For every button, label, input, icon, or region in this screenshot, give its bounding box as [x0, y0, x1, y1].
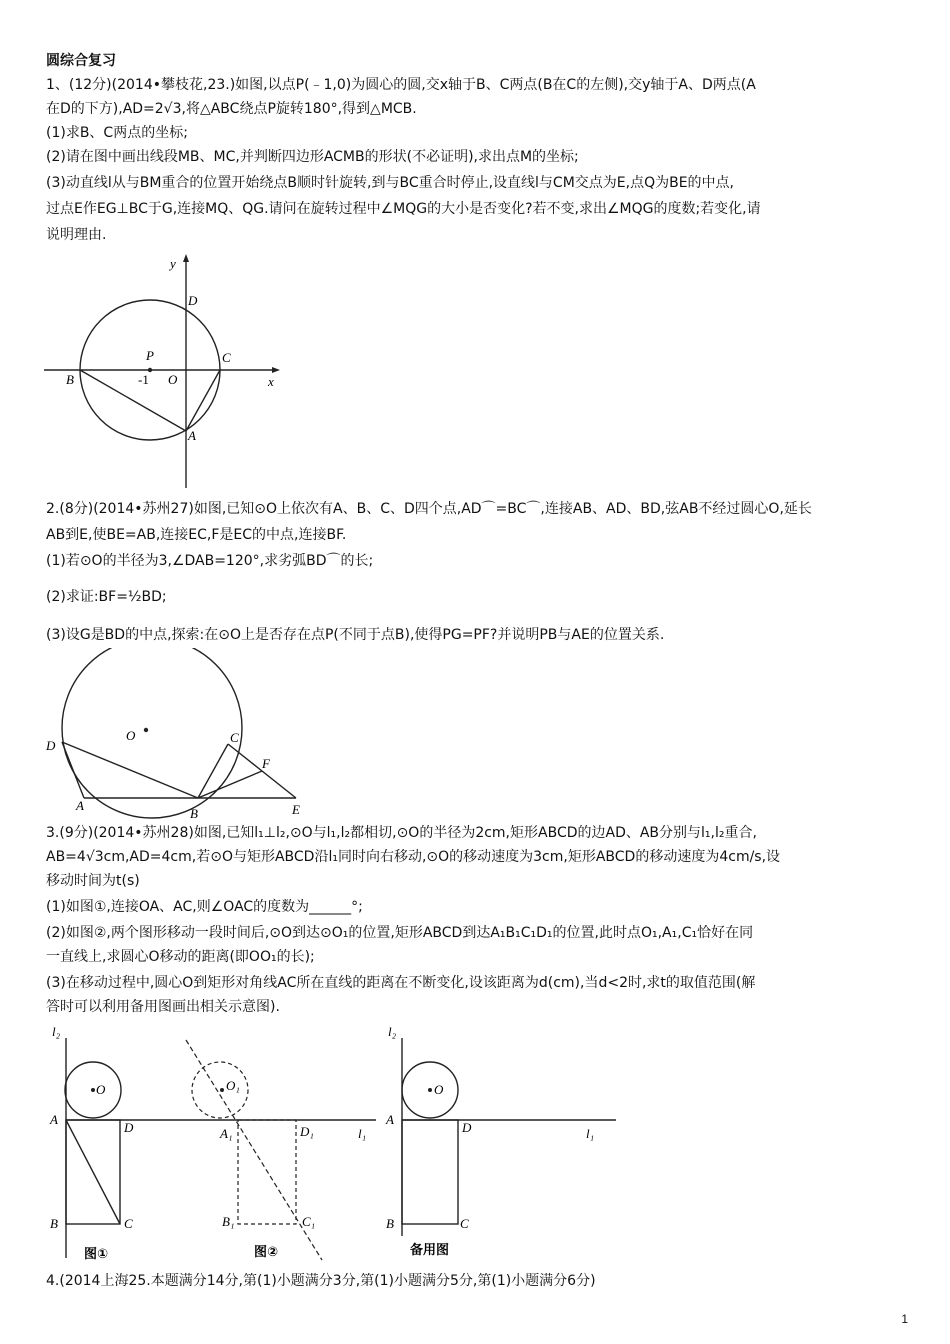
fig-label: A: [188, 428, 196, 443]
fig-label: D: [46, 738, 56, 753]
fig-label: l₂: [388, 1024, 397, 1039]
fig-label: O: [168, 372, 178, 387]
fig-label: l₁: [358, 1126, 367, 1141]
fig-label: A₁: [220, 1126, 233, 1141]
fig-label: B₁: [222, 1214, 235, 1229]
fig-label: D: [188, 293, 198, 308]
q2-line: (1)若⊙O的半径为3,∠DAB=120°,求劣弧BD⌒的长;: [46, 553, 374, 569]
fig-label: C: [222, 350, 231, 365]
q2-line: 2.(8分)(2014•苏州27)如图,已知⊙O上依次有A、B、C、D四个点,AD⌒=BC⌒,连接AB、AD、BD,弦AB不经过圆心O,延长: [46, 501, 812, 517]
fig-label: B: [50, 1216, 58, 1231]
fig-label: B: [190, 806, 198, 821]
fig-label: -1: [138, 372, 149, 387]
q1-line: (1)求B、C两点的坐标;: [46, 125, 188, 141]
fig-label: P: [146, 348, 154, 363]
fig-label: l₁: [586, 1126, 595, 1141]
q1-figure: [40, 250, 290, 490]
q3-line: (3)在移动过程中,圆心O到矩形对角线AC所在直线的距离在不断变化,设该距离为d(cm),当d<2时,求t的取值范围(解: [46, 975, 756, 991]
fig-label: O: [96, 1082, 106, 1097]
fig-label: y: [170, 256, 176, 271]
fig-label: O: [126, 728, 136, 743]
fig-label: D: [462, 1120, 472, 1135]
q3-line: AB=4√3cm,AD=4cm,若⊙O与矩形ABCD沿l₁同时向右移动,⊙O的移动速度为3cm,矩形ABCD的移动速度为4cm/s,设: [46, 849, 781, 865]
fig-label: E: [292, 802, 300, 817]
q2-line: AB到E,使BE=AB,连接EC,F是EC的中点,连接BF.: [46, 527, 347, 543]
q1-line: 1、(12分)(2014•攀枝花,23.)如图,以点P(﹣1,0)为圆心的圆,交x轴于B、C两点(B在C的左侧),交y轴于A、D两点(A: [46, 77, 756, 93]
page-title: 圆综合复习: [46, 53, 116, 69]
q2-figure: [40, 648, 320, 823]
fig-label: A: [76, 798, 84, 813]
fig-label: x: [268, 374, 274, 389]
q1-line: 过点E作EG⊥BC于G,连接MQ、QG.请问在旋转过程中∠MQG的大小是否变化?若不变,求出∠MQG的度数;若变化,请: [46, 201, 761, 217]
fig-label: O₁: [226, 1078, 240, 1093]
fig-label: C: [124, 1216, 133, 1231]
fig-label: O: [434, 1082, 444, 1097]
fig-label: C₁: [302, 1214, 316, 1229]
q4-line: 4.(2014上海25.本题满分14分,第(1)小题满分3分,第(1)小题满分5分,第(1)小题满分6分): [46, 1273, 596, 1289]
fig-label: C: [460, 1216, 469, 1231]
q1-line: (2)请在图中画出线段MB、MC,并判断四边形ACMB的形状(不必证明),求出点M的坐标;: [46, 149, 579, 165]
q1-line: 说明理由.: [46, 227, 107, 243]
fig-label: A: [50, 1112, 58, 1127]
q3-line: 一直线上,求圆心O移动的距离(即OO₁的长);: [46, 949, 315, 965]
fig-label: D₁: [300, 1124, 314, 1139]
fig-label: B: [386, 1216, 394, 1231]
fig-label: A: [386, 1112, 394, 1127]
fig-caption: 备用图: [410, 1243, 450, 1258]
q3-line: 移动时间为t(s): [46, 873, 140, 889]
fig-caption: 图①: [84, 1247, 109, 1262]
fig-caption: 图②: [254, 1245, 279, 1260]
fig-label: l₂: [52, 1024, 61, 1039]
page-number: 1: [901, 1312, 908, 1326]
q3-line: (2)如图②,两个图形移动一段时间后,⊙O到达⊙O₁的位置,矩形ABCD到达A₁B₁C₁D₁的位置,此时点O₁,A₁,C₁恰好在同: [46, 925, 754, 941]
fig-label: F: [262, 756, 270, 771]
q3-line: (1)如图①,连接OA、AC,则∠OAC的度数为______°;: [46, 899, 363, 915]
q1-line: 在D的下方),AD=2√3,将△ABC绕点P旋转180°,得到△MCB.: [46, 101, 417, 117]
q3-line: 答时可以利用备用图画出相关示意图).: [46, 999, 280, 1015]
q1-line: (3)动直线l从与BM重合的位置开始绕点B顺时针旋转,到与BC重合时停止,设直线l与CM交点为E,点Q为BE的中点,: [46, 175, 735, 191]
fig-label: B: [66, 372, 74, 387]
fig-label: D: [124, 1120, 134, 1135]
q2-line: (2)求证:BF=½BD;: [46, 589, 167, 605]
q3-line: 3.(9分)(2014•苏州28)如图,已知l₁⊥l₂,⊙O与l₁,l₂都相切,⊙O的半径为2cm,矩形ABCD的边AD、AB分别与l₁,l₂重合,: [46, 825, 757, 841]
q3-figure: [40, 1020, 620, 1264]
fig-label: C: [230, 730, 239, 745]
q2-line: (3)设G是BD的中点,探索:在⊙O上是否存在点P(不同于点B),使得PG=PF?并说明PB与AE的位置关系.: [46, 627, 665, 643]
